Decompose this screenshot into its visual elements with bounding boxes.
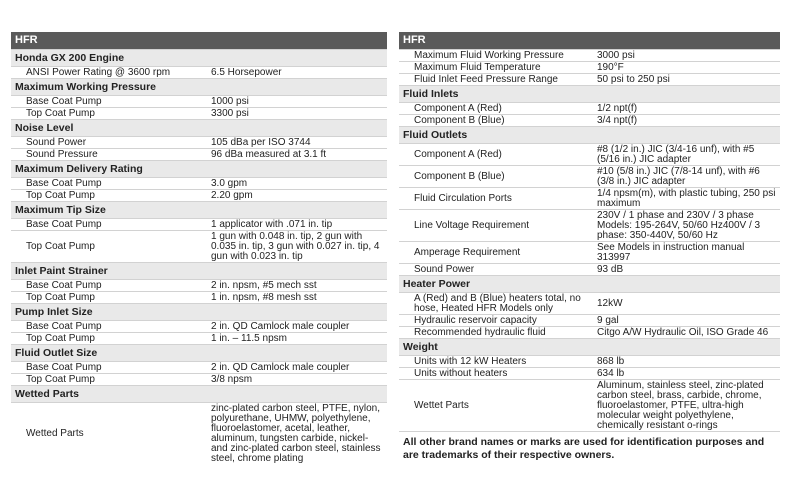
spec-value: Citgo A/W Hydraulic Oil, ISO Grade 46 xyxy=(597,327,769,338)
spec-value: 2 in. npsm, #5 mech sst xyxy=(211,280,317,291)
section-heading: Wetted Parts xyxy=(11,385,387,402)
spec-row xyxy=(399,187,780,209)
spec-label: Base Coat Pump xyxy=(26,321,102,332)
spec-row xyxy=(11,230,387,262)
section-heading: Honda GX 200 Engine xyxy=(11,49,387,66)
spec-row xyxy=(11,291,387,303)
spec-value: 190°F xyxy=(597,62,624,73)
spec-value: 1 in. npsm, #8 mesh sst xyxy=(211,292,317,303)
spec-value: zinc-plated carbon steel, PTFE, nylon, polyurethane, UHMW, polyethylene, fluoroelastomer, acetal, leather, aluminum, tungsten carbide, nickel- and zinc-plated carbon steel, stainless steel, chrome plating xyxy=(211,403,381,464)
spec-value: 1/4 npsm(m), with plastic tubing, 250 psi maximum xyxy=(597,188,776,209)
spec-value: 1 applicator with .071 in. tip xyxy=(211,219,333,230)
spec-label: A (Red) and B (Blue) heaters total, no hose, Heated HFR Models only xyxy=(414,293,581,314)
spec-label: Sound Pressure xyxy=(26,149,98,160)
spec-row xyxy=(399,355,780,367)
spec-row xyxy=(399,326,780,338)
spec-row xyxy=(11,361,387,373)
spec-label: ANSI Power Rating @ 3600 rpm xyxy=(26,67,171,78)
spec-row xyxy=(11,148,387,160)
left-spec-table xyxy=(11,32,387,464)
spec-row xyxy=(11,218,387,230)
spec-row xyxy=(11,177,387,189)
spec-label: Units without heaters xyxy=(414,368,508,379)
spec-row xyxy=(11,189,387,201)
spec-value: 105 dBa per ISO 3744 xyxy=(211,137,311,148)
spec-row xyxy=(399,165,780,187)
spec-value: 1/2 npt(f) xyxy=(597,103,638,114)
spec-row xyxy=(11,107,387,119)
spec-label: Maximum Fluid Working Pressure xyxy=(414,50,564,61)
spec-value: See Models in instruction manual 313997 xyxy=(597,242,745,263)
spec-label: Base Coat Pump xyxy=(26,219,102,230)
spec-label: Fluid Inlet Feed Pressure Range xyxy=(414,74,558,85)
spec-row xyxy=(399,73,780,85)
spec-value: 3000 psi xyxy=(597,50,635,61)
spec-label: Sound Power xyxy=(414,264,475,275)
spec-label: Top Coat Pump xyxy=(26,241,95,252)
spec-value: 93 dB xyxy=(597,264,624,275)
section-heading: Pump Inlet Size xyxy=(11,303,387,320)
spec-row xyxy=(399,379,780,431)
spec-row xyxy=(399,114,780,126)
section-heading: Inlet Paint Strainer xyxy=(11,262,387,279)
spec-label: Hydraulic reservoir capacity xyxy=(414,315,537,326)
spec-value: 2 in. QD Camlock male coupler xyxy=(211,321,350,332)
right-spec-table xyxy=(399,32,780,464)
spec-value: 1000 psi xyxy=(211,96,249,107)
spec-value: 3300 psi xyxy=(211,108,249,119)
spec-value: 3/8 npsm xyxy=(211,374,253,385)
section-heading: Maximum Working Pressure xyxy=(11,78,387,95)
section-heading: Maximum Delivery Rating xyxy=(11,160,387,177)
spec-row xyxy=(11,332,387,344)
spec-row xyxy=(11,66,387,78)
spec-value: 12kW xyxy=(597,298,623,309)
spec-row xyxy=(399,292,780,314)
spec-label: Top Coat Pump xyxy=(26,292,95,303)
section-heading: Fluid Outlet Size xyxy=(11,344,387,361)
spec-label: Fluid Circulation Ports xyxy=(414,193,512,204)
section-heading: Noise Level xyxy=(11,119,387,136)
spec-value: 96 dBa measured at 3.1 ft xyxy=(211,149,327,160)
spec-row xyxy=(11,279,387,291)
trademark-note: All other brand names or marks are used for identification purposes and are trademarks of their respective owners. xyxy=(399,431,780,464)
spec-label: Component A (Red) xyxy=(414,149,502,160)
spec-label: Wettet Parts xyxy=(414,400,469,411)
spec-label: Amperage Requirement xyxy=(414,247,521,258)
section-heading: Fluid Outlets xyxy=(399,126,780,143)
spec-label: Base Coat Pump xyxy=(26,96,102,107)
spec-row xyxy=(11,402,387,464)
spec-value: 6.5 Horsepower xyxy=(211,67,282,78)
table-header: HFR xyxy=(399,32,780,49)
section-heading: Maximum Tip Size xyxy=(11,201,387,218)
section-heading: Fluid Inlets xyxy=(399,85,780,102)
spec-row xyxy=(399,263,780,275)
spec-value: 230V / 1 phase and 230V / 3 phase Models: 195-264V, 50/60 Hz400V / 3 phase: 350-440V, 50/60 Hz xyxy=(597,210,761,241)
spec-value: 2.20 gpm xyxy=(211,190,253,201)
spec-row xyxy=(399,367,780,379)
spec-label: Component B (Blue) xyxy=(414,115,505,126)
spec-row xyxy=(399,209,780,241)
spec-row xyxy=(11,95,387,107)
spec-label: Component B (Blue) xyxy=(414,171,505,182)
spec-value: 1 gun with 0.048 in. tip, 2 gun with 0.035 in. tip, 3 gun with 0.027 in. tip, 4 gun with 0.023 in. tip xyxy=(211,231,380,262)
spec-value: 50 psi to 250 psi xyxy=(597,74,670,85)
spec-row xyxy=(399,314,780,326)
spec-label: Recommended hydraulic fluid xyxy=(414,327,546,338)
spec-row xyxy=(399,143,780,165)
spec-label: Base Coat Pump xyxy=(26,280,102,291)
spec-value: 3/4 npt(f) xyxy=(597,115,638,126)
spec-value: 9 gal xyxy=(597,315,619,326)
spec-value: 1 in. – 11.5 npsm xyxy=(211,333,287,344)
spec-row xyxy=(399,61,780,73)
spec-row xyxy=(11,373,387,385)
spec-label: Maximum Fluid Temperature xyxy=(414,62,541,73)
spec-value: 868 lb xyxy=(597,356,625,367)
spec-label: Top Coat Pump xyxy=(26,108,95,119)
section-heading: Heater Power xyxy=(399,275,780,292)
table-header: HFR xyxy=(11,32,387,49)
spec-label: Top Coat Pump xyxy=(26,374,95,385)
spec-row xyxy=(11,136,387,148)
spec-value: 3.0 gpm xyxy=(211,178,248,189)
spec-label: Base Coat Pump xyxy=(26,178,102,189)
spec-label: Top Coat Pump xyxy=(26,333,95,344)
spec-row xyxy=(399,102,780,114)
spec-value: 2 in. QD Camlock male coupler xyxy=(211,362,350,373)
spec-row xyxy=(399,241,780,263)
spec-value: 634 lb xyxy=(597,368,625,379)
spec-label: Wetted Parts xyxy=(26,428,84,439)
spec-label: Component A (Red) xyxy=(414,103,502,114)
spec-value: Aluminum, stainless steel, zinc-plated carbon steel, brass, carbide, chrome, fluoroelastomer, PTFE, ultra-high molecular weight polyethylene, chemically resistant o-rings xyxy=(597,380,764,431)
spec-row xyxy=(399,49,780,61)
spec-label: Base Coat Pump xyxy=(26,362,102,373)
spec-value: #8 (1/2 in.) JIC (3/4-16 unf), with #5 (5/16 in.) JIC adapter xyxy=(597,144,755,165)
spec-label: Top Coat Pump xyxy=(26,190,95,201)
spec-label: Units with 12 kW Heaters xyxy=(414,356,527,367)
spec-row xyxy=(11,320,387,332)
spec-label: Line Voltage Requirement xyxy=(414,220,530,231)
spec-label: Sound Power xyxy=(26,137,87,148)
section-heading: Weight xyxy=(399,338,780,355)
spec-value: #10 (5/8 in.) JIC (7/8-14 unf), with #6 (3/8 in.) JIC adapter xyxy=(597,166,760,187)
